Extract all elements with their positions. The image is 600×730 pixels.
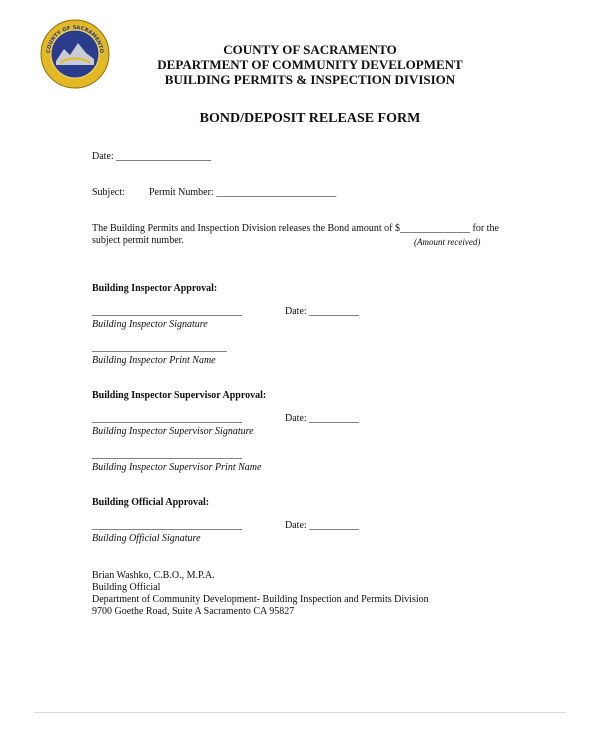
permit-number-field[interactable]: Permit Number: ________________________ [149, 187, 337, 198]
date-field[interactable]: Date: ___________________ [92, 151, 212, 162]
page-divider [34, 712, 566, 713]
inspector-signature-caption: Building Inspector Signature [92, 319, 208, 330]
release-text-line2: subject permit number. [92, 235, 184, 246]
inspector-print-caption: Building Inspector Print Name [92, 355, 216, 366]
header-department: DEPARTMENT OF COMMUNITY DEVELOPMENT [157, 57, 463, 72]
official-signature-line[interactable]: ______________________________ [92, 520, 242, 531]
supervisor-date-field[interactable]: Date: __________ [285, 413, 360, 424]
inspector-signature-line[interactable]: ______________________________ [92, 306, 242, 317]
official-date-field[interactable]: Date: __________ [285, 520, 360, 531]
inspector-print-line[interactable]: ___________________________ [92, 342, 227, 353]
subject-label: Subject: [92, 187, 125, 198]
supervisor-print-caption: Building Inspector Supervisor Print Name [92, 462, 262, 473]
official-name: Brian Washko, C.B.O., M.P.A. [92, 570, 215, 581]
inspector-approval-heading: Building Inspector Approval: [92, 283, 218, 294]
official-signature-caption: Building Official Signature [92, 533, 201, 544]
county-seal-logo [40, 19, 110, 89]
header-division: BUILDING PERMITS & INSPECTION DIVISION [164, 72, 456, 87]
amount-caption: (Amount received) [414, 237, 481, 247]
seal-top-text: COUNTY OF SACRAMENTO [45, 24, 105, 54]
official-department: Department of Community Development- Building Inspection and Permits Division [92, 594, 429, 605]
official-address: 9700 Goethe Road, Suite A Sacramento CA 95827 [92, 606, 295, 617]
supervisor-approval-heading: Building Inspector Supervisor Approval: [92, 390, 267, 401]
supervisor-signature-line[interactable]: ______________________________ [92, 413, 242, 424]
inspector-date-field[interactable]: Date: __________ [285, 306, 360, 317]
seal-bottom-text: CALIFORNIA [58, 66, 92, 77]
official-title: Building Official [92, 582, 161, 593]
header-county: COUNTY OF SACRAMENTO [223, 42, 397, 57]
form-title: BOND/DEPOSIT RELEASE FORM [199, 111, 421, 126]
supervisor-print-line[interactable]: ______________________________ [92, 449, 242, 460]
supervisor-signature-caption: Building Inspector Supervisor Signature [92, 426, 254, 437]
release-text-line1: The Building Permits and Inspection Division releases the Bond amount of $______________ for the [92, 223, 499, 234]
header [150, 42, 470, 87]
official-approval-heading: Building Official Approval: [92, 497, 210, 508]
